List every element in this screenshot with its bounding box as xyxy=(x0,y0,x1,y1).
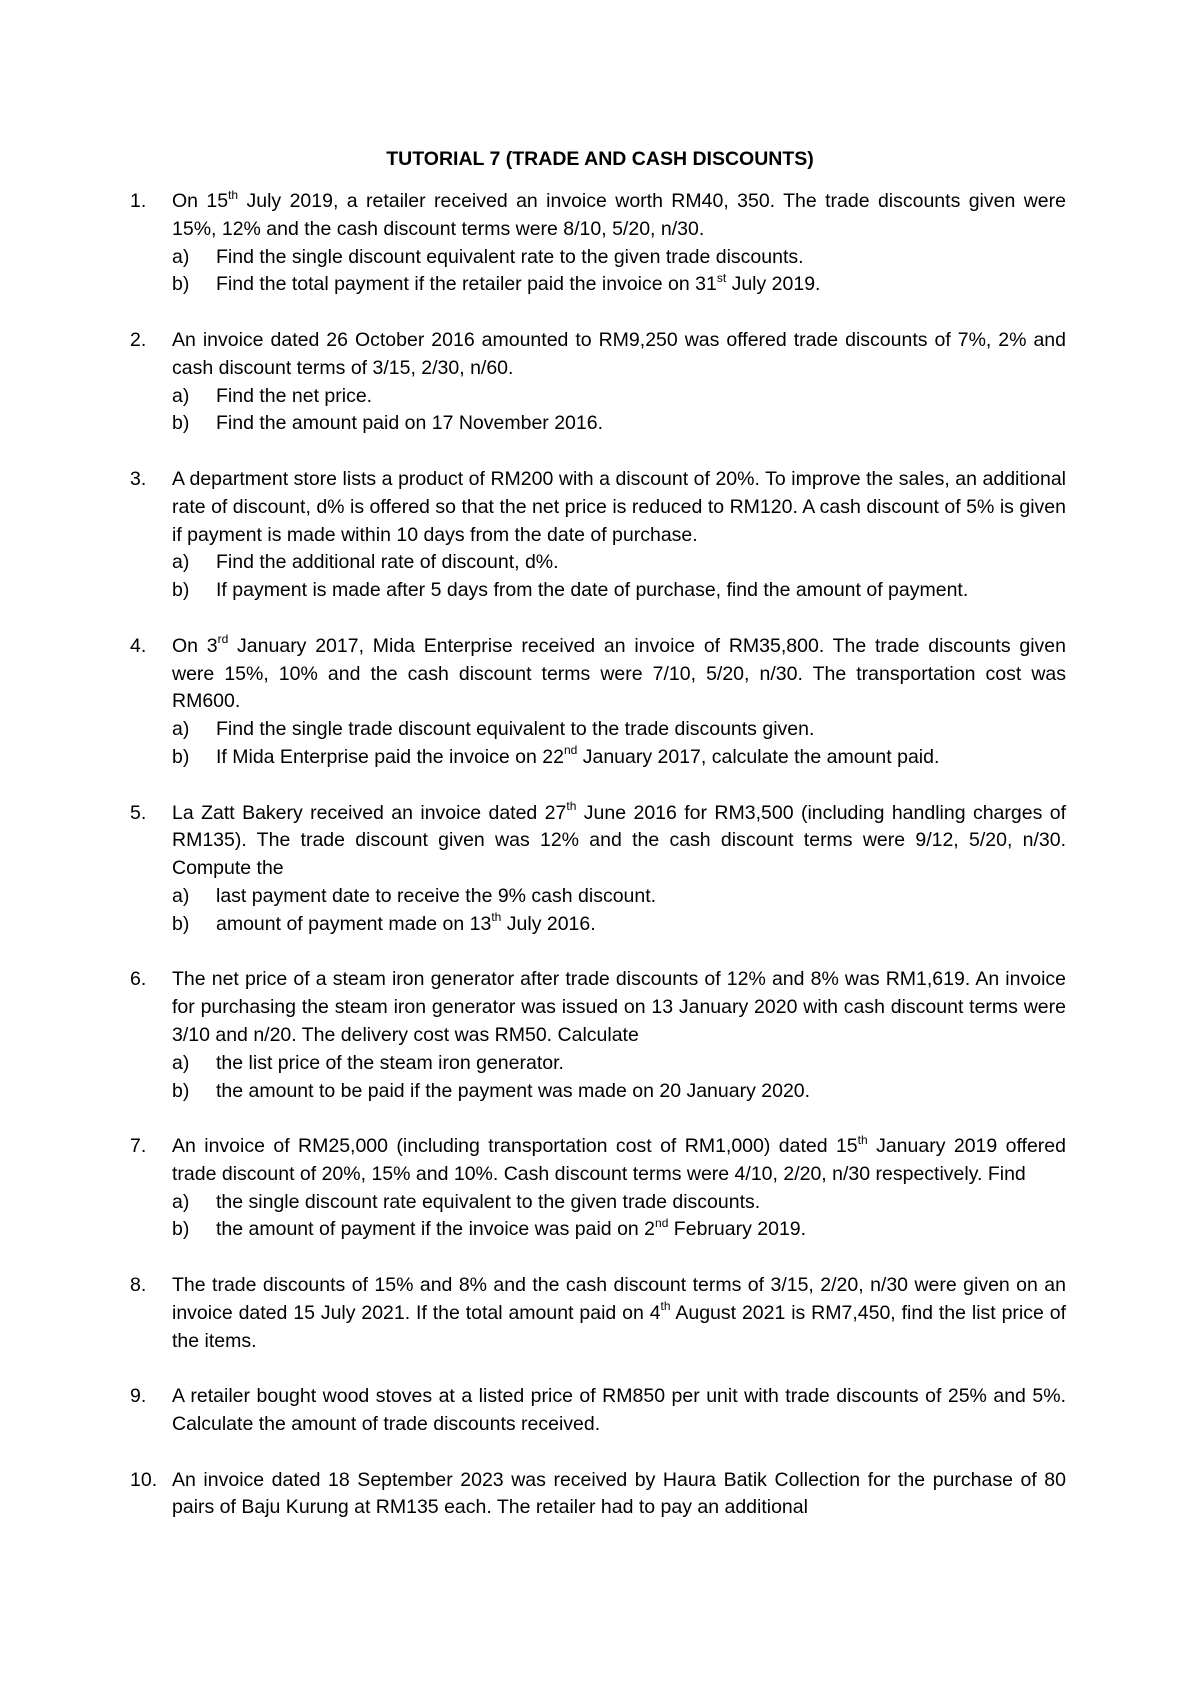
text-segment: Find the single trade discount equivalent to the trade discounts given. xyxy=(216,718,815,741)
text-segment: July 2019, a retailer received an invoice worth RM40, 350. The trade discounts given were 15%, 12% and the cash discount terms were 8/10, 5/20, n/30. xyxy=(172,190,1066,240)
sub-question-label: a) xyxy=(172,1190,190,1213)
question-list xyxy=(130,188,1066,1550)
text-segment: On 15 xyxy=(172,190,229,212)
sub-question xyxy=(172,1078,1066,1106)
text-segment: August 2021 is RM7,450, find the list price of the items. xyxy=(172,1301,1066,1352)
text-segment: January 2017, calculate the amount paid. xyxy=(577,745,940,768)
question-number: 9. xyxy=(130,1385,147,1408)
text-segment: If Mida Enterprise paid the invoice on 22 xyxy=(216,745,564,768)
question-text xyxy=(172,1467,1066,1523)
text-segment: the single discount rate equivalent to the given trade discounts. xyxy=(216,1190,761,1213)
text-segment: A retailer bought wood stoves at a listed price of RM850 per unit with trade discounts of 25% and 5%. Calculate the amount of trade discounts received. xyxy=(172,1385,1066,1436)
sub-question-text xyxy=(216,412,603,434)
question-text xyxy=(172,1272,1066,1355)
text-segment: July 2016. xyxy=(501,912,596,935)
text-segment: An invoice dated 26 October 2016 amounted to RM9,250 was offered trade discounts of 7%, 2% and cash discount terms of 3/15, 2/30, n/60. xyxy=(172,328,1066,379)
sub-question xyxy=(172,577,1066,605)
question-text xyxy=(172,800,1066,883)
question-item xyxy=(130,1133,1066,1244)
ordinal-suffix: rd xyxy=(217,632,229,647)
text-segment: Find the net price. xyxy=(216,384,373,407)
sub-question xyxy=(172,410,1066,438)
question-item xyxy=(130,633,1066,772)
sub-question-label: a) xyxy=(172,718,190,741)
sub-question-text xyxy=(216,1215,807,1241)
text-segment: The trade discounts of 15% and 8% and the cash discount terms of 3/15, 2/20, n/30 were given on an invoice dated 15 July 2021. If the total amount paid on 4 xyxy=(172,1274,1066,1324)
text-segment: La Zatt Bakery received an invoice dated 27 xyxy=(172,801,567,824)
ordinal-suffix: st xyxy=(716,270,727,285)
text-segment: amount of payment made on 13 xyxy=(216,912,492,935)
sub-question-text xyxy=(216,579,968,601)
question-item xyxy=(130,1272,1066,1355)
question-text xyxy=(172,633,1066,716)
sub-question-label: a) xyxy=(172,245,190,268)
question-number: 1. xyxy=(130,190,147,212)
question-item xyxy=(130,188,1066,299)
sub-question-text xyxy=(216,718,814,740)
text-segment: the amount to be paid if the payment was made on 20 January 2020. xyxy=(216,1079,811,1102)
sub-question-label: a) xyxy=(172,1051,190,1074)
sub-question xyxy=(172,1216,1066,1244)
text-segment: January 2017, Mida Enterprise received an invoice of RM35,800. The trade discounts given were 15%, 10% and the cash discount terms were 7/10, 5/20, n/30. The transportation cost was RM600. xyxy=(172,634,1066,713)
question-text xyxy=(172,188,1066,244)
text-segment: the amount of payment if the invoice was paid on 2 xyxy=(216,1218,656,1241)
text-segment: An invoice of RM25,000 (including transportation cost of RM1,000) dated 15 xyxy=(172,1135,858,1158)
question-text xyxy=(172,1383,1066,1439)
ordinal-suffix: th xyxy=(660,1299,671,1314)
text-segment: An invoice dated 18 September 2023 was received by Haura Batik Collection for the purchase of 80 pairs of Baju Kurung at RM135 each. The retailer had to pay an additional xyxy=(172,1468,1066,1519)
sub-question xyxy=(172,883,1066,911)
question-text xyxy=(172,966,1066,1049)
text-segment: Find the single discount equivalent rate to the given trade discounts. xyxy=(216,245,804,268)
sub-question-text xyxy=(216,1052,564,1074)
sub-question xyxy=(172,271,1066,299)
text-segment: Find the additional rate of discount, d%. xyxy=(216,551,559,574)
text-segment: February 2019. xyxy=(668,1218,807,1241)
ordinal-suffix: th xyxy=(228,187,239,202)
question-item xyxy=(130,1467,1066,1523)
sub-question-label: b) xyxy=(172,1218,190,1241)
sub-question-label: b) xyxy=(172,412,190,435)
sub-question-label: b) xyxy=(172,912,190,935)
sub-question-label: b) xyxy=(172,273,190,296)
question-number: 4. xyxy=(130,634,147,657)
sub-question-text xyxy=(216,246,804,268)
text-segment: June 2016 for RM3,500 (including handling charges of RM135). The trade discount given was 12% and the cash discount terms were 9/12, 5/20, n/30. Compute the xyxy=(172,801,1066,880)
sub-question xyxy=(172,744,1066,772)
question-number: 2. xyxy=(130,328,147,351)
question-text xyxy=(172,327,1066,383)
text-segment: the list price of the steam iron generator. xyxy=(216,1051,564,1074)
question-item xyxy=(130,800,1066,939)
sub-question xyxy=(172,1189,1066,1217)
sub-question-text xyxy=(216,743,940,768)
sub-question-text xyxy=(216,885,656,907)
text-segment: Find the amount paid on 17 November 2016. xyxy=(216,412,604,435)
sub-question-label: a) xyxy=(172,551,190,574)
question-number: 8. xyxy=(130,1274,147,1297)
text-segment: On 3 xyxy=(172,634,218,657)
sub-question xyxy=(172,244,1066,272)
sub-question-label: a) xyxy=(172,884,190,907)
sub-question-text xyxy=(216,1080,810,1102)
text-segment: Find the total payment if the retailer paid the invoice on 31 xyxy=(216,273,717,296)
sub-question-label: b) xyxy=(172,1079,190,1102)
page-title: TUTORIAL 7 (TRADE AND CASH DISCOUNTS) xyxy=(386,148,814,170)
sub-question-label: b) xyxy=(172,745,190,768)
question-number: 6. xyxy=(130,968,147,991)
sub-question-text xyxy=(216,551,559,573)
sub-question xyxy=(172,911,1066,939)
text-segment: The net price of a steam iron generator after trade discounts of 12% and 8% was RM1,619. An invoice for purchasing the steam iron generator was issued on 13 January 2020 with cash discount terms were 3/10 and n/20. The delivery cost was RM50. Calculate xyxy=(172,968,1066,1046)
sub-question xyxy=(172,383,1066,411)
sub-question xyxy=(172,549,1066,577)
ordinal-suffix: th xyxy=(566,799,577,814)
sub-question-label: a) xyxy=(172,384,190,407)
text-segment: last payment date to receive the 9% cash discount. xyxy=(216,884,657,907)
sub-question-text xyxy=(216,910,596,935)
question-number: 7. xyxy=(130,1135,147,1158)
question-number: 5. xyxy=(130,801,147,824)
sub-question-text xyxy=(216,1191,760,1213)
text-segment: January 2019 offered trade discount of 20%, 15% and 10%. Cash discount terms were 4/10, 2/20, n/30 respectively. Find xyxy=(172,1135,1066,1185)
question-item xyxy=(130,466,1066,605)
question-text xyxy=(172,466,1066,549)
ordinal-suffix: nd xyxy=(563,743,578,758)
text-segment: If payment is made after 5 days from the date of purchase, find the amount of payment. xyxy=(216,579,969,602)
question-item xyxy=(130,327,1066,438)
sub-question-text xyxy=(216,385,372,407)
question-item xyxy=(130,966,1066,1105)
ordinal-suffix: th xyxy=(857,1132,868,1147)
text-segment: A department store lists a product of RM200 with a discount of 20%. To improve the sales, an additional rate of discount, d% is offered so that the net price is reduced to RM120. A cash discount of 5% is given if payment is made within 10 days from the date of purchase. xyxy=(172,467,1066,546)
question-number: 10. xyxy=(130,1468,158,1491)
ordinal-suffix: nd xyxy=(655,1215,669,1230)
question-number: 3. xyxy=(130,467,147,490)
sub-question xyxy=(172,716,1066,744)
question-text xyxy=(172,1133,1066,1189)
sub-question-text xyxy=(216,270,821,296)
ordinal-suffix: th xyxy=(491,910,502,925)
sub-question-label: b) xyxy=(172,579,190,602)
question-item xyxy=(130,1383,1066,1439)
sub-question xyxy=(172,1050,1066,1078)
text-segment: July 2019. xyxy=(726,273,821,296)
